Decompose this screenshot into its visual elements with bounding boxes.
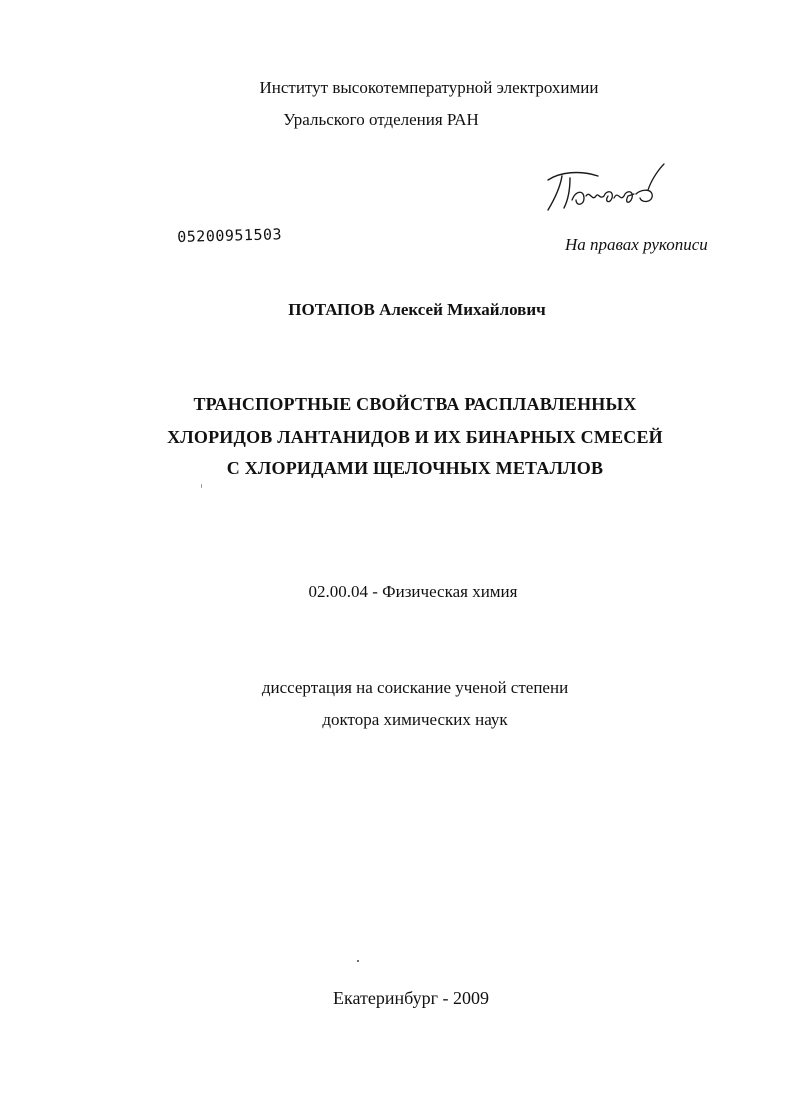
- dissertation-title-line3: С ХЛОРИДАМИ ЩЕЛОЧНЫХ МЕТАЛЛОВ: [226, 458, 604, 478]
- degree-statement-line2: доктора химических наук: [322, 710, 508, 729]
- dissertation-title-line1: ТРАНСПОРТНЫЕ СВОЙСТВА РАСПЛАВЛЕННЫХ: [193, 394, 637, 414]
- city-and-year: Екатеринбург - 2009: [333, 988, 489, 1008]
- author-name: ПОТАПОВ Алексей Михайлович: [288, 300, 546, 319]
- scan-speck: [201, 484, 202, 488]
- document-registration-number: 05200951503: [177, 225, 283, 246]
- author-signature: [540, 160, 680, 220]
- institute-name-line1: Институт высокотемпературной электрохимии: [259, 78, 599, 97]
- degree-statement-line1: диссертация на соискание ученой степени: [261, 678, 569, 697]
- institute-name-line2: Уральского отделения РАН: [283, 110, 479, 129]
- dissertation-title-line2: ХЛОРИДОВ ЛАНТАНИДОВ И ИХ БИНАРНЫХ СМЕСЕЙ: [167, 427, 663, 447]
- specialty-code: 02.00.04 - Физическая химия: [308, 582, 518, 601]
- scan-speck: [357, 960, 359, 962]
- manuscript-rights-note: На правах рукописи: [565, 235, 708, 254]
